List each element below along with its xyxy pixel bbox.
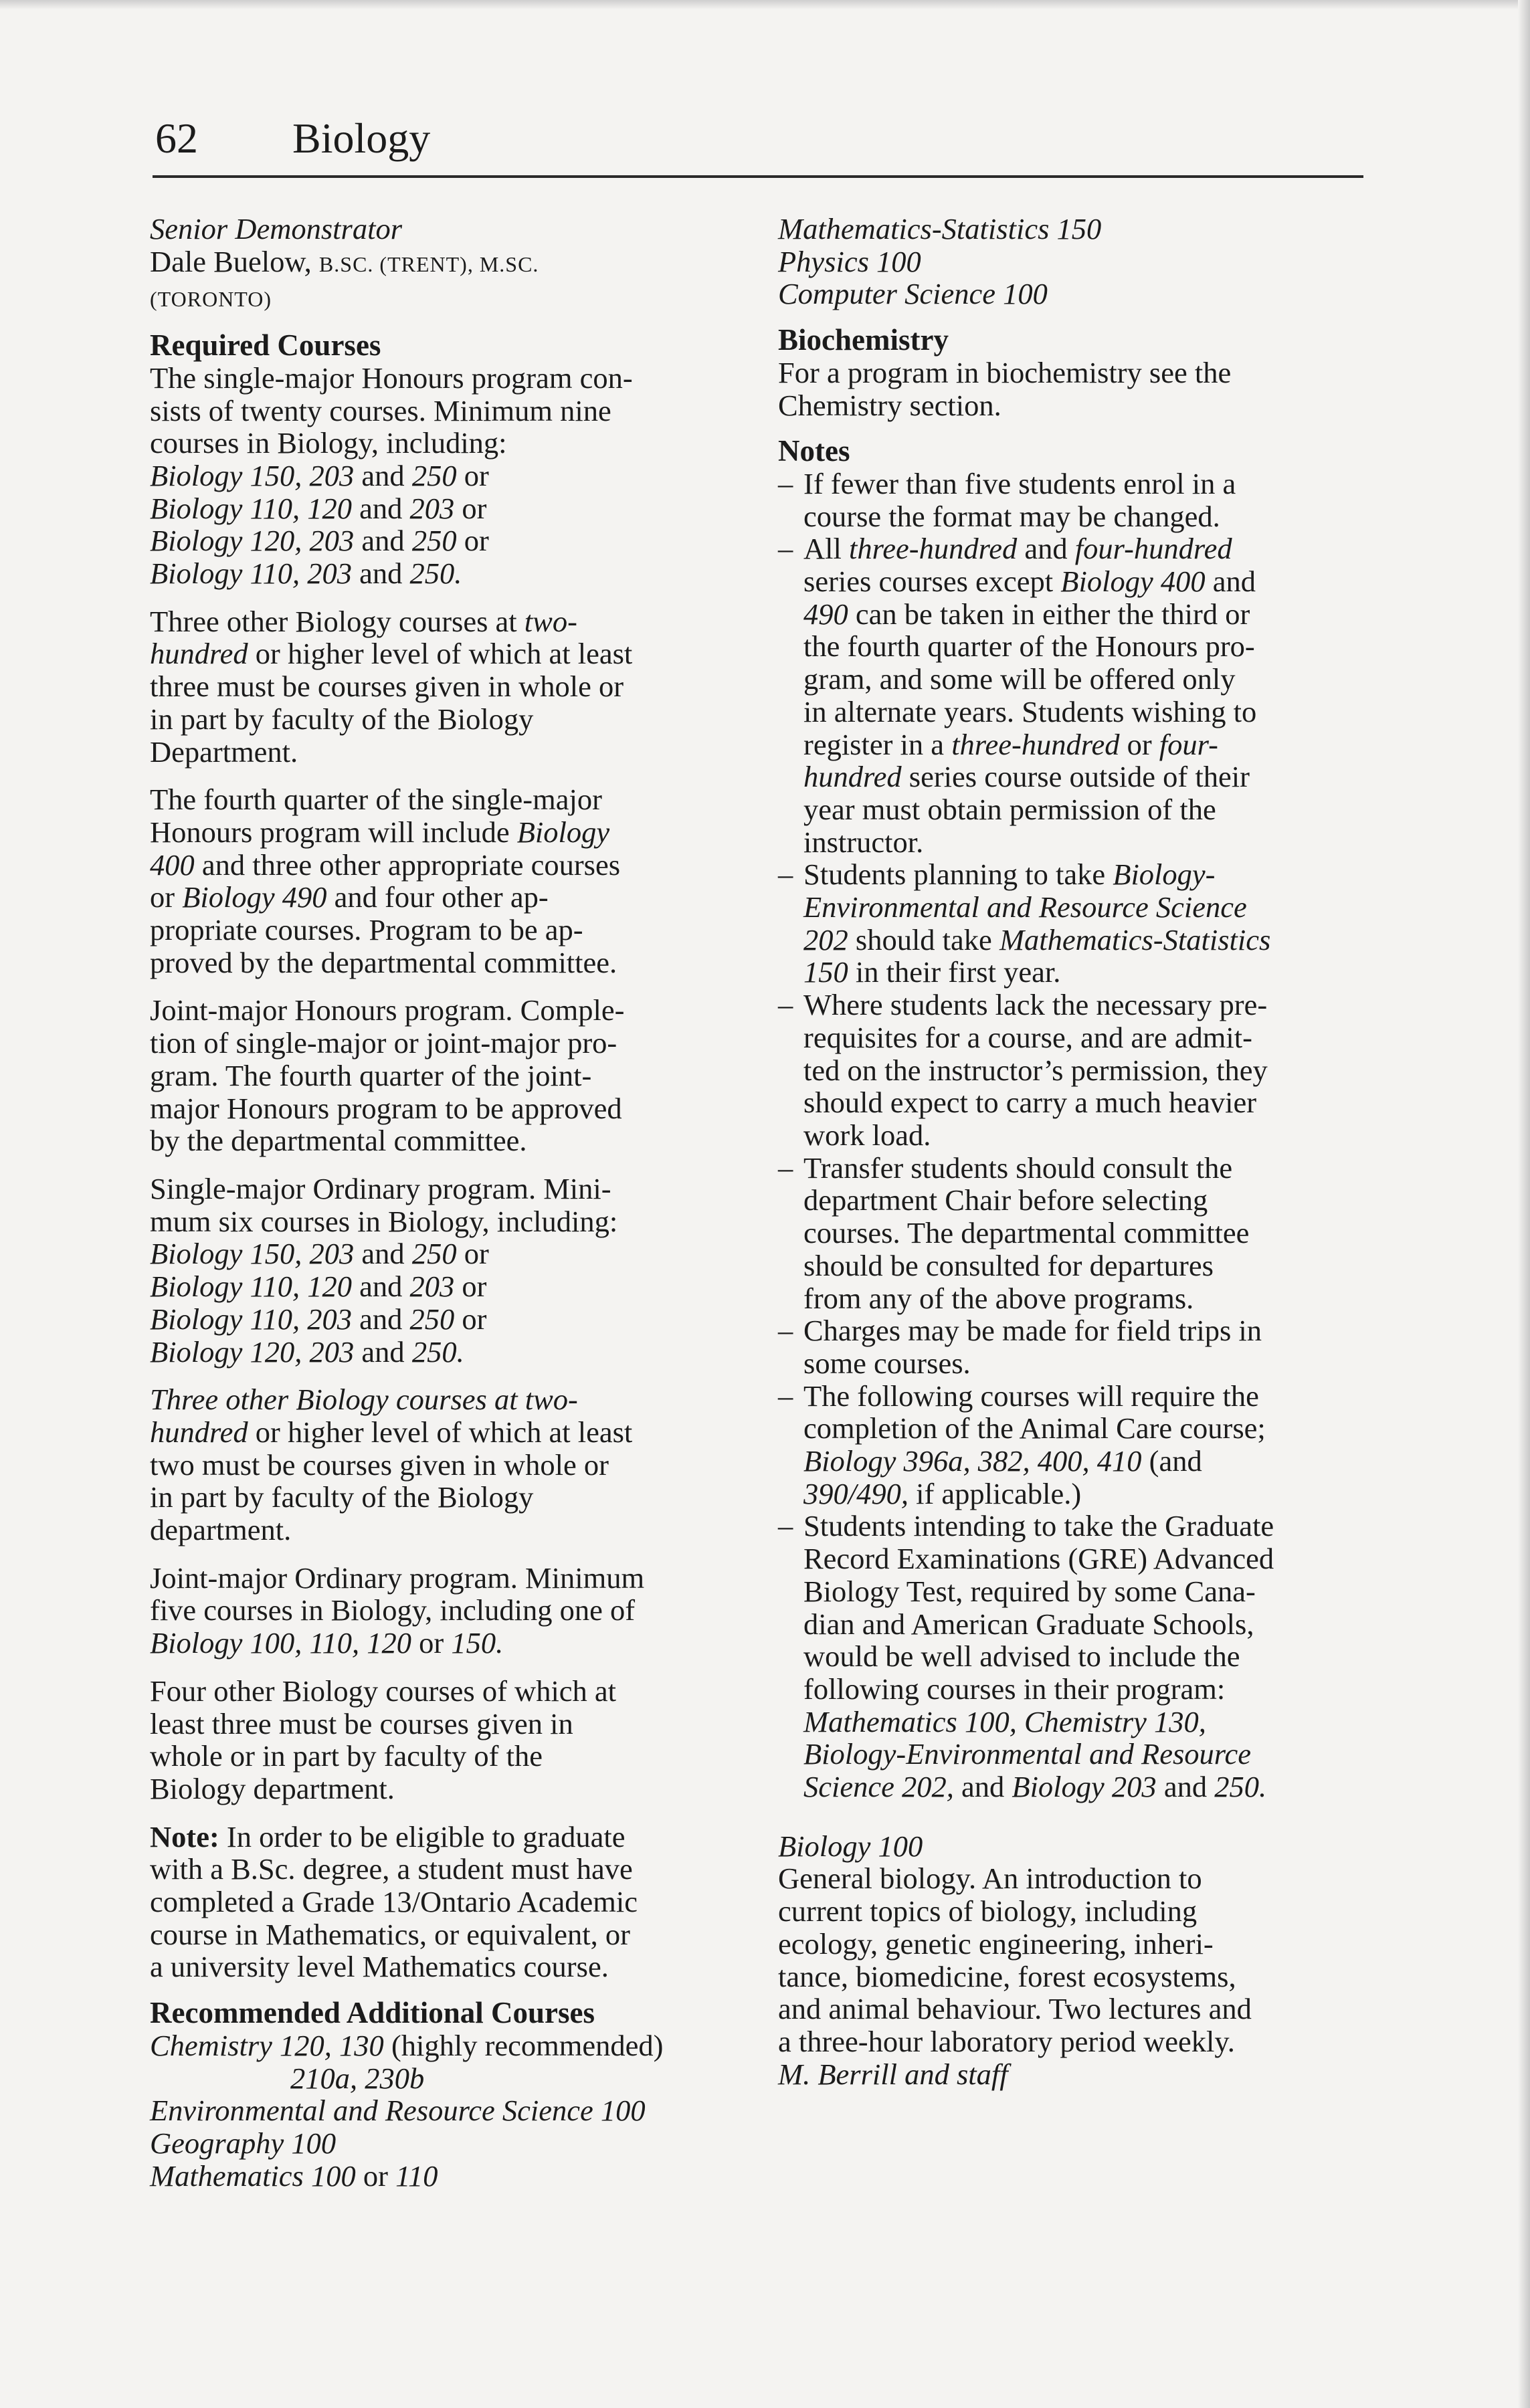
course-option: Biology 120, 203 and 250. [150, 1334, 464, 1369]
page-header [155, 107, 1363, 181]
staff-degrees-cont: (TORONTO) [150, 287, 272, 312]
course-option: Biology 150, 203 and 250 or [150, 1237, 489, 1271]
text-line: sists of twenty courses. Minimum nine [150, 393, 611, 427]
recommended-courses-heading: Recommended Additional Courses [150, 1996, 595, 2030]
page-edge-right [1518, 0, 1530, 2408]
course-option: Biology 120, 203 and 250 or [150, 524, 489, 558]
course-option: Biology 110, 120 and 203 or [150, 1270, 487, 1304]
course-instructor: M. Berrill and staff [778, 2057, 1008, 2091]
course-option: Biology 110, 120 and 203 or [150, 491, 487, 525]
biochemistry-paragraph: For a program in biochemistry see the Chemistry section. [778, 355, 1232, 422]
course-option: Biology 110, 203 and 250 or [150, 1302, 487, 1336]
course-description-biology-100: Biology 100 General biology. An introduction to current topics of biology, including ecology, genetic engineering, inheri- tance, biomedicine, forest ecosystems, and animal behaviour. Two lectures and a three-hour laboratory period weekly. M. Berrill and staff [778, 1829, 1252, 2091]
list-item: – Students planning to take Biology- Environmental and Resource Science 202 should take Mathematics-Statistics 150 in their first year. [778, 858, 1271, 989]
page-number: 62 [155, 114, 198, 162]
text-line: courses in Biology, including: [150, 426, 507, 460]
staff-degrees: B.SC. (TRENT), M.SC. [318, 252, 539, 276]
joint-major-honours-paragraph: Joint-major Honours program. Comple- tion of single-major or joint-major pro- gram. The fourth quarter of the joint- major Honours program to be approved by the departmental committee. [150, 993, 625, 1158]
biochemistry-heading: Biochemistry [778, 323, 949, 357]
list-item: – All three-hundred and four-hundred series courses except Biology 400 and 490 can be taken in either the third or the fourth quarter of the Honours pro- gram, and some will be offered only in alternate years. Students wishing to register in a three-hundred or four- hundred series course outside of their year must obtain permission of the instructor. [778, 532, 1257, 859]
graduation-note: Note: In order to be eligible to graduate with a B.Sc. degree, a student must have completed a Grade 13/Ontario Academic course in Mathematics, or equivalent, or a university level Mathematics course. [150, 1819, 638, 1984]
notes-list [778, 468, 1373, 1803]
page-edge-top [0, 0, 1530, 9]
list-item: – Transfer students should consult the department Chair before selecting courses. The departmental committee should be consulted for departures from any of the above programs. [778, 1150, 1250, 1315]
right-column [778, 213, 1373, 2090]
joint-major-ordinary-paragraph: Joint-major Ordinary program. Minimum five courses in Biology, including one of Biology 100, 110, 120 or 150. [150, 1561, 645, 1660]
list-item: – Charges may be made for field trips in some courses. [778, 1314, 1262, 1380]
page-title: Biology [292, 114, 431, 162]
header-rule [153, 175, 1363, 178]
text-line: The single-major Honours program con- [150, 361, 633, 395]
recommended-courses-list: Chemistry 120, 130 (highly recommended) 210a, 230b Environmental and Resource Science 100 Geography 100 Mathematics 100 or 110 [150, 2028, 664, 2193]
course-option: Biology 150, 203 and 250 or [150, 458, 489, 492]
honours-single-major-paragraph [150, 362, 752, 590]
list-item: – Where students lack the necessary pre- requisites for a course, and are admit- ted on the instructor’s permission, they should expect to carry a much heavier work load. [778, 988, 1268, 1152]
list-item: – Students intending to take the Graduate Record Examinations (GRE) Advanced Biology Test, required by some Cana- dian and American Graduate Schools, would be well advised to include the following courses in their program: Mathematics 100, Chemistry 130, Biology-Environmental and Resource Science 202, and Biology 203 and 250. [778, 1509, 1274, 1804]
course-code: Biology 100 [778, 1829, 923, 1863]
course-option: Biology 110, 203 and 250. [150, 557, 462, 591]
three-other-courses-paragraph: Three other Biology courses at two- hundred or higher level of which at least three must be courses given in whole or in part by faculty of the Biology Department. [150, 604, 633, 769]
list-item: – If fewer than five students enrol in a course the format may be changed. [778, 466, 1236, 533]
notes-heading: Notes [778, 434, 850, 468]
note-label: Note: [150, 1819, 219, 1853]
single-major-ordinary-paragraph: Single-major Ordinary program. Mini- mum six courses in Biology, including: Biology 150, 203 and 250 or Biology 110, 120 and 203 or Biology 110, 203 and 250 or Biology 120, 203 and 250. [150, 1171, 618, 1369]
staff-block [150, 213, 752, 316]
four-other-courses-paragraph: Four other Biology courses of which at least three must be courses given in whole or in part by faculty of the Biology department. [150, 1674, 617, 1805]
required-courses-heading: Required Courses [150, 328, 381, 363]
recommended-courses-continued: Mathematics-Statistics 150 Physics 100 Computer Science 100 [778, 212, 1102, 311]
ordinary-three-other-paragraph: Three other Biology courses at two- hundred or higher level of which at least two must be courses given in whole or in part by faculty of the Biology department. [150, 1383, 633, 1547]
list-item: – The following courses will require the completion of the Animal Care course; Biology 396a, 382, 400, 410 (and 390/490, if applicable.) [778, 1379, 1266, 1510]
left-column [150, 213, 752, 2192]
fourth-quarter-paragraph: The fourth quarter of the single-major Honours program will include Biology 400 and three other appropriate courses or Biology 490 and four other ap- propriate courses. Program to be ap- proved by the departmental committee. [150, 783, 621, 979]
staff-name: Dale Buelow, [150, 244, 312, 278]
staff-role: Senior Demonstrator [150, 212, 403, 245]
